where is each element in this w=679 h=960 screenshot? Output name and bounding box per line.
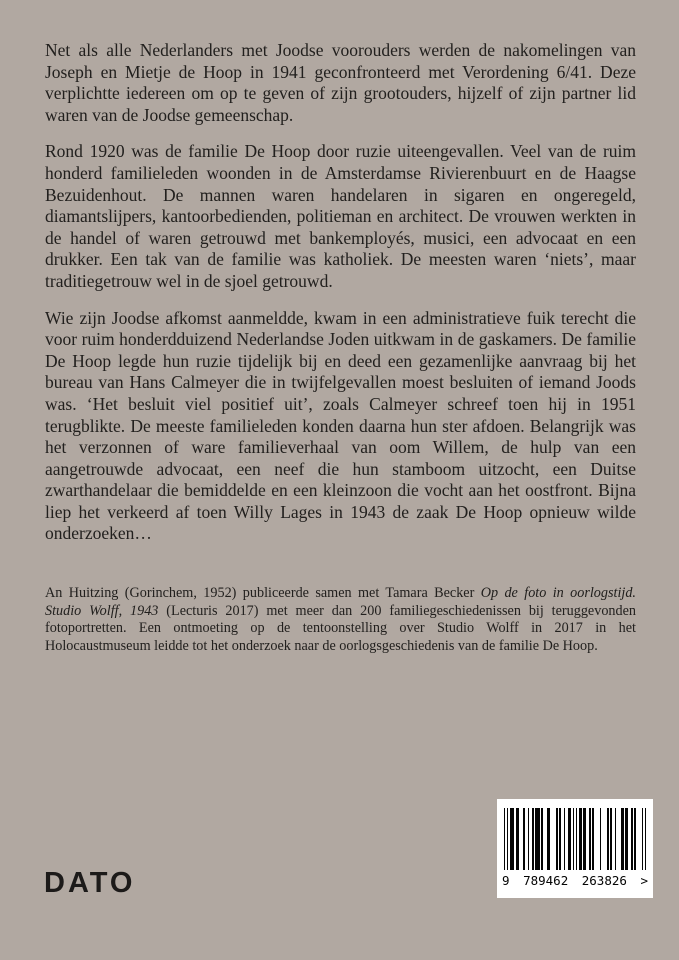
back-cover-text-block	[45, 40, 636, 670]
author-bio-text-start: An Huitzing (Gorinchem, 1952) publiceerde samen met Tamara Becker	[45, 585, 481, 602]
barcode-digit-first: 9	[502, 873, 510, 888]
barcode-number	[500, 873, 650, 888]
barcode-suffix: >	[640, 873, 648, 888]
barcode-bars	[504, 808, 647, 870]
blurb-paragraph-3: Wie zijn Joodse afkomst aanmeldde, kwam in een administratieve fuik terecht die voor ruim honderdduizend Nederlandse Joden uitkwam in de gaskamers. De familie De Hoop legde hun ruzie tijdelijk bij en deed een gezamenlijke aanvraag bij het bureau van Hans Calmeyer die in twijfelgevallen moest besluiten of iemand Joods was. ‘Het besluit viel positief uit’, zoals Calmeyer schreef toen hij in 1951 terugblikte. De meeste familieleden konden daarna hun ster afdoen. Belangrijk was het verzonnen of ware familieverhaal van oom Willem, de hulp van een aangetrouwde advocaat, een neef die hun stamboom uitzocht, een Duitse zwarthandelaar die bemiddelde en een kleinzoon die vocht aan het oostfront. Bijna liep het verkeerd af toen Willy Lages in 1943 de zaak De Hoop opnieuw wilde onderzoeken…	[45, 307, 636, 544]
barcode-digits-group-2: 263826	[581, 873, 627, 888]
book-title-italic: Op de foto in oorlogstijd. Studio Wolff, 1943	[45, 585, 636, 619]
blurb-paragraph-1: Net als alle Nederlanders met Joodse voorouders werden de nakomelingen van Joseph en Mietje de Hoop in 1941 geconfronteerd met Verordening 6/41. Deze verplichtte iedereen om op te geven of zijn grootouders, hijzelf of zijn partner lid waren van de Joodse gemeenschap.	[45, 40, 636, 125]
barcode-bar-module	[645, 808, 647, 870]
publisher-logo: DATO	[44, 867, 136, 899]
author-bio-text-end: (Lecturis 2017) met meer dan 200 familiegeschiedenissen bij teruggevonden fotoportretten. Een ontmoeting op de tentoonstelling over Studio Wolff in 2017 in het Holocaustmuseum leidde tot het onderzoek naar de oorlogsgeschiedenis van de familie De Hoop.	[45, 602, 636, 654]
barcode	[497, 799, 653, 898]
author-bio-paragraph	[45, 585, 636, 655]
barcode-digits-group-1: 789462	[523, 873, 569, 888]
blurb-paragraph-2: Rond 1920 was de familie De Hoop door ruzie uiteengevallen. Veel van de ruim honderd familieleden woonden in de Amsterdamse Rivierenbuurt en de Haagse Bezuidenhout. De mannen waren handelaren in sigaren en ongeregeld, diamantslijpers, kantoorbedienden, politieman en architect. De vrouwen werkten in de handel of waren getrouwd met bankemployés, musici, een advocaat en een drukker. Een tak van de familie was katholiek. De meesten waren ‘niets’, maar traditiegetrouw wel in de sjoel getrouwd.	[45, 141, 636, 291]
